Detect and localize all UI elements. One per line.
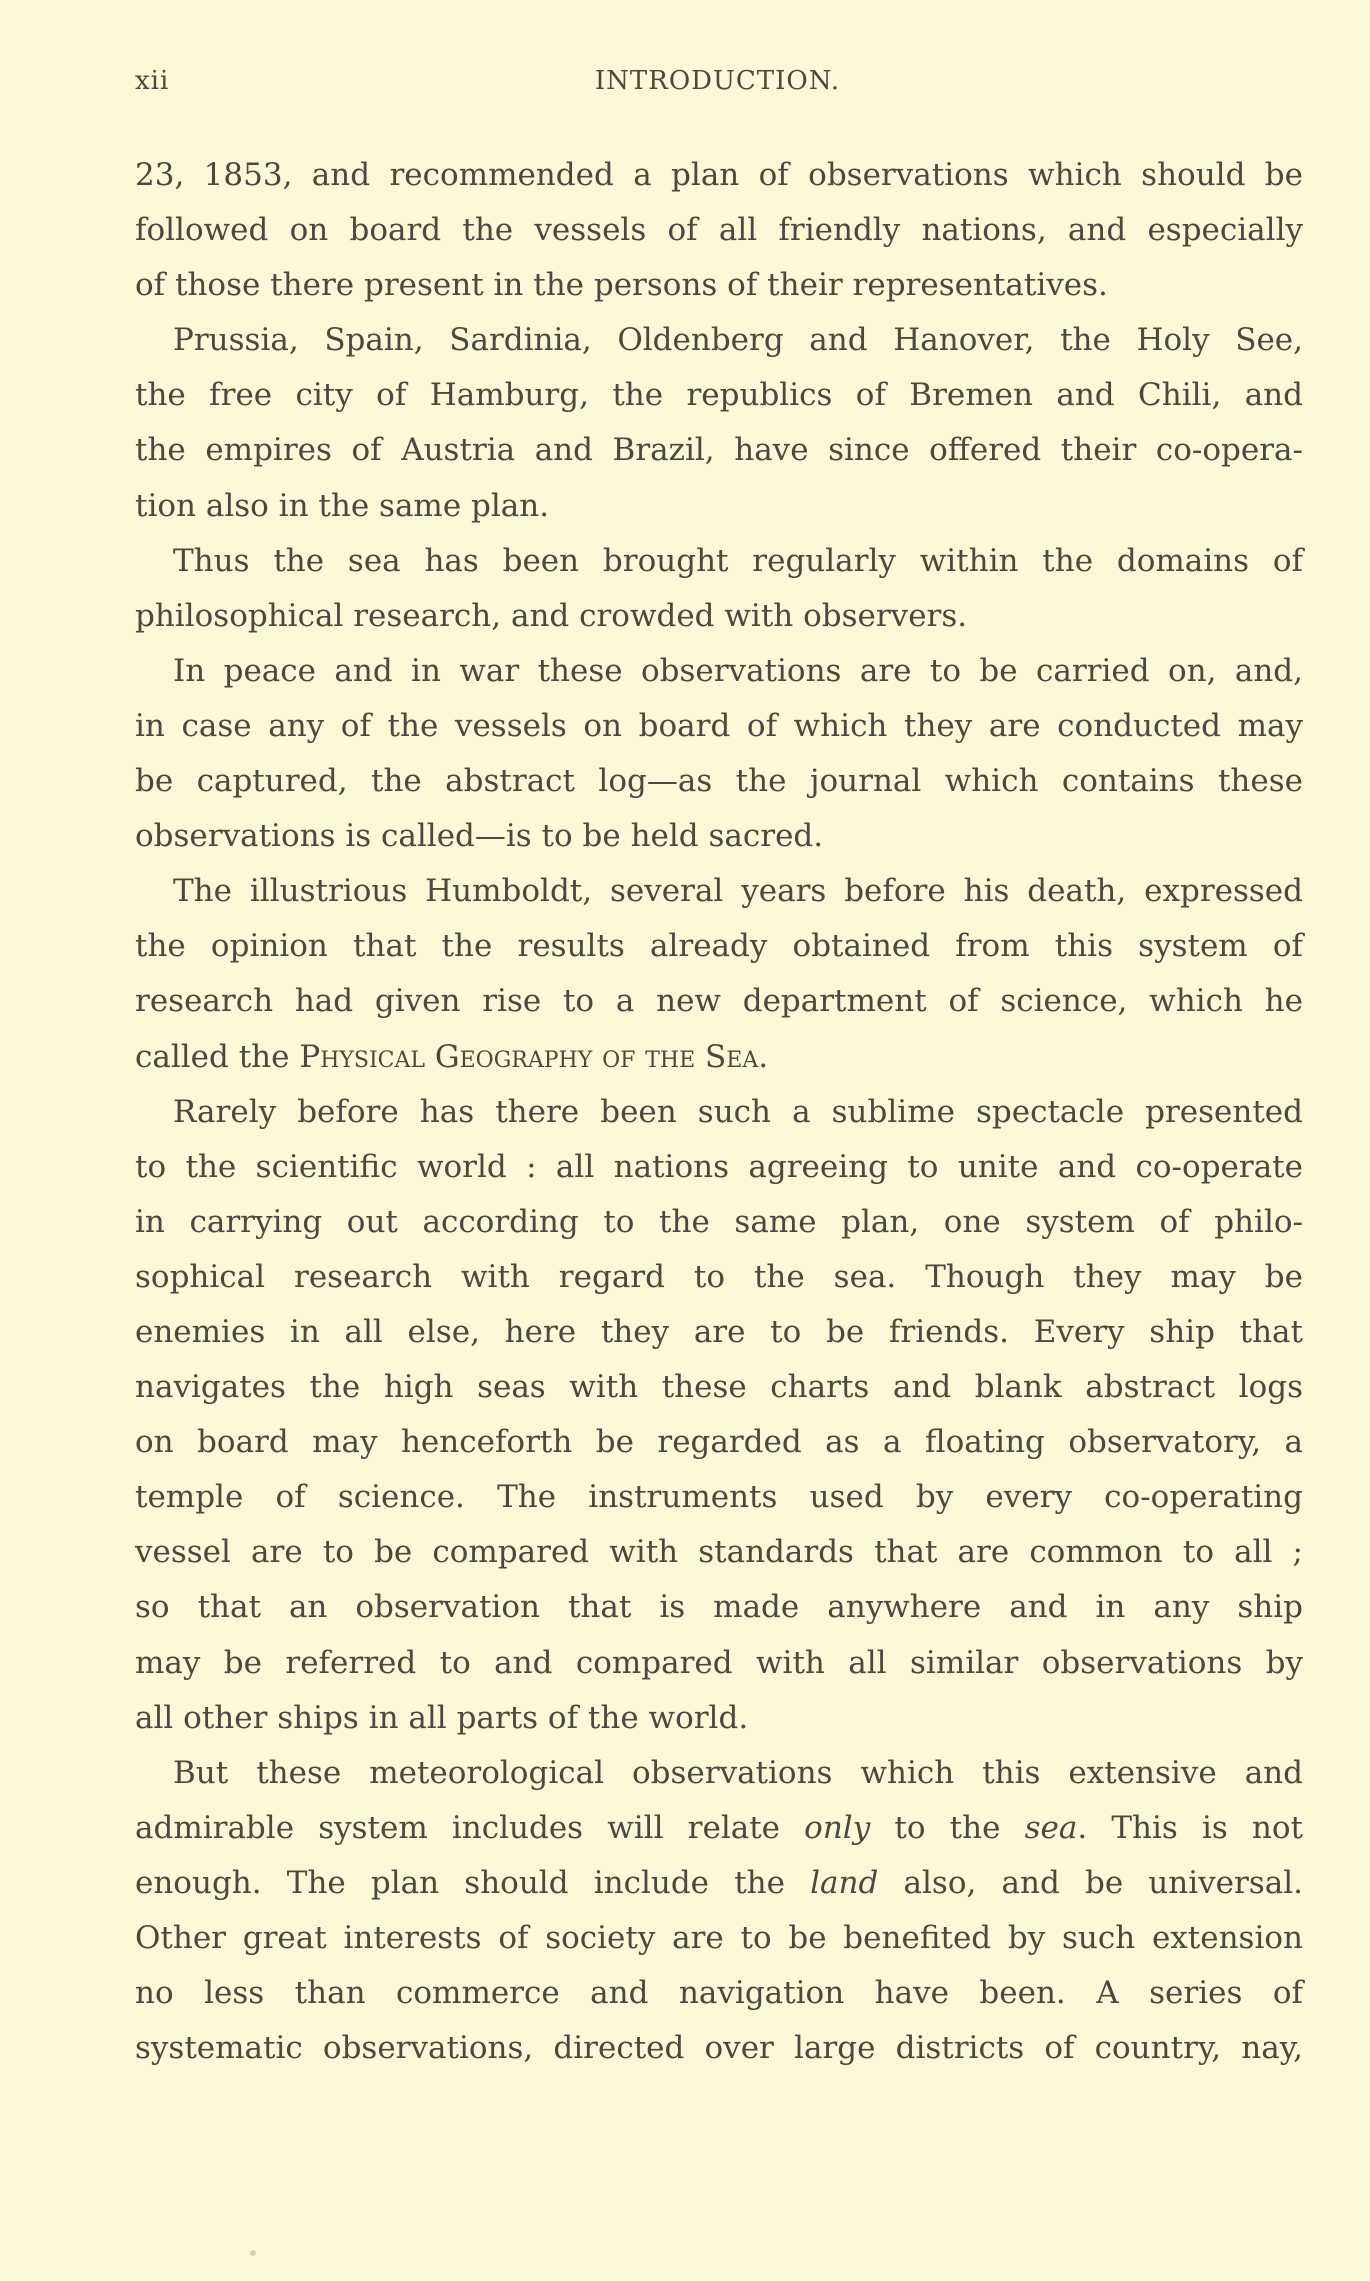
text-line: temple of science. The instruments used by every co-operating <box>135 1479 1303 1516</box>
text-line: followed on board the vessels of all friendly nations, and especially <box>135 212 1303 249</box>
text-segment: called the <box>135 1038 300 1075</box>
text-line: sophical research with regard to the sea. Though they may be <box>135 1258 1303 1295</box>
text-line: in carrying out according to the same plan, one system of philo- <box>135 1203 1303 1240</box>
text-line: the empires of Austria and Brazil, have since offered their co-opera- <box>135 432 1303 469</box>
page-body-text <box>135 148 1303 2076</box>
text-line: on board may henceforth be regarded as a floating observatory, a <box>135 1424 1303 1461</box>
paragraph <box>135 148 1303 313</box>
text-line <box>135 1801 1303 1856</box>
text-line: the free city of Hamburg, the republics of Bremen and Chili, and <box>135 377 1303 414</box>
italic-text: only <box>804 1809 871 1846</box>
page-number: xii <box>135 66 170 96</box>
text-segment: enough. The plan should include the <box>135 1864 811 1901</box>
text-line: The illustrious Humboldt, several years before his death, expressed <box>173 873 1303 910</box>
italic-text: land <box>810 1864 879 1901</box>
paragraph <box>135 1746 1303 2077</box>
running-title: INTRODUCTION. <box>594 66 841 96</box>
paragraph <box>135 644 1303 864</box>
text-segment: to the <box>870 1809 1025 1846</box>
text-segment: admirable system includes will relate <box>135 1809 805 1846</box>
text-line: But these meteorological observations which this extensive and <box>173 1754 1303 1791</box>
text-line: vessel are to be compared with standards that are common to all ; <box>135 1534 1303 1571</box>
text-line: to the scientific world : all nations agreeing to unite and co-operate <box>135 1148 1303 1185</box>
text-line: the opinion that the results already obtained from this system of <box>135 928 1303 965</box>
text-line: Thus the sea has been brought regularly within the domains of <box>173 542 1303 579</box>
text-line: Prussia, Spain, Sardinia, Oldenberg and Hanover, the Holy See, <box>173 322 1303 359</box>
text-segment: . <box>758 1038 769 1075</box>
text-line <box>135 1856 1303 1911</box>
text-segment: . This is not <box>1077 1809 1303 1846</box>
paragraph <box>135 313 1303 533</box>
text-line: no less than commerce and navigation have been. A series of <box>135 1975 1303 2012</box>
text-line: may be referred to and compared with all similar observations by <box>135 1644 1303 1681</box>
paragraph <box>135 864 1303 1084</box>
text-line: In peace and in war these observations are to be carried on, and, <box>173 652 1303 689</box>
text-line: Rarely before has there been such a sublime spectacle presented <box>173 1093 1303 1130</box>
text-line: philosophical research, and crowded with observers. <box>135 597 968 634</box>
text-line: enemies in all else, here they are to be friends. Every ship that <box>135 1313 1303 1350</box>
text-segment: also, and be universal. <box>878 1864 1304 1901</box>
text-line: Other great interests of society are to be benefited by such extension <box>135 1920 1303 1956</box>
text-line: tion also in the same plan. <box>135 487 550 524</box>
text-line: of those there present in the persons of their representatives. <box>135 267 1108 304</box>
page-header <box>135 66 1300 110</box>
text-line <box>135 1030 1303 1085</box>
text-line: in case any of the vessels on board of which they are conducted may <box>135 707 1303 744</box>
text-line: be captured, the abstract log—as the journal which contains these <box>135 763 1303 800</box>
paper-speck <box>250 2250 256 2256</box>
text-line: research had given rise to a new department of science, which he <box>135 983 1303 1020</box>
text-line: all other ships in all parts of the world. <box>135 1699 749 1736</box>
text-line: systematic observations, directed over large districts of country, nay, <box>135 2030 1303 2067</box>
italic-text: sea <box>1024 1809 1078 1846</box>
small-caps-text: Physical Geography of the Sea <box>299 1038 759 1075</box>
text-line: observations is called—is to be held sacred. <box>135 818 824 855</box>
paragraph <box>135 534 1303 644</box>
text-line: navigates the high seas with these charts and blank abstract logs <box>135 1369 1303 1406</box>
text-line: so that an observation that is made anywhere and in any ship <box>135 1589 1303 1626</box>
paragraph <box>135 1085 1303 1746</box>
text-line: 23, 1853, and recommended a plan of observations which should be <box>135 157 1303 193</box>
